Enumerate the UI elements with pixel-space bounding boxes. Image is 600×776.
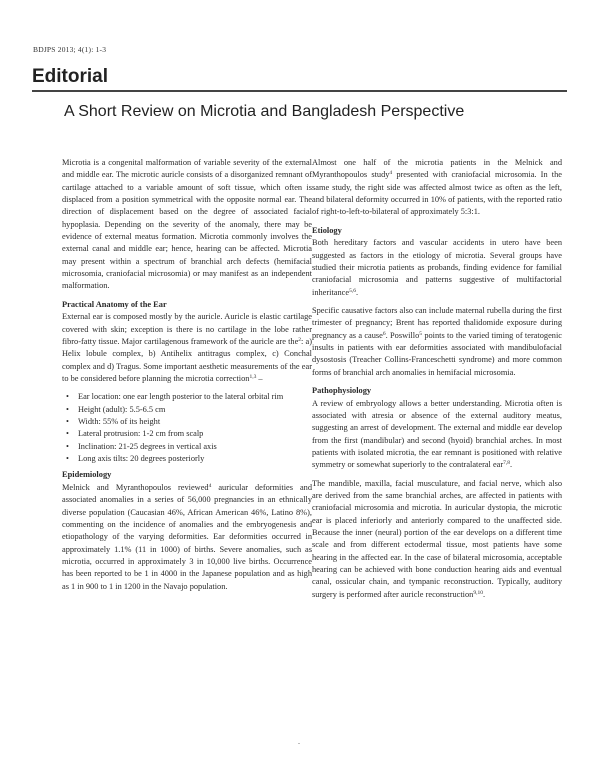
list-item: • Inclination: 21-25 degrees in vertical axis [78,441,312,453]
etiology-text-end: . [355,287,359,297]
journal-citation: BDJPS 2013; 4(1): 1-3 [33,45,107,54]
citation-ref: 5 [419,330,423,337]
epidemiology-paragraph [62,482,312,593]
anatomy-heading: Practical Anatomy of the Ear [62,299,167,309]
footer-mark: . [298,737,300,746]
pathophysiology-heading: Pathophysiology [312,386,372,395]
list-item: • Width: 55% of its height [78,416,312,428]
etiology-paragraph-2 [312,305,562,379]
study-paragraph [312,157,562,219]
epidemiology-heading: Epidemiology [62,470,112,480]
patho-text: A review of embryology allows a better understanding. Microtia often is associated with atresia or absence of the external auditory meatus, suggesting an arrest of development. The external and middle ear develop from the first (mandibular) and second (hyoid) branchial arches. In most patients with isolated microtia, the ear remnant is positioned with relative symmetry or somewhat superiorly to the contralateral ear [312,398,562,470]
study-text: Almost one half of the microtia patients in the Melnick and Myranthopoulos study [312,158,562,180]
anatomy-text: External ear is composed mostly by the auricle. Auricle is elastic cartilage covered with skin; exception is there is no cartilage in the lobe rather fibro-fatty tissue. Major cartilagenous framework of the auricle are the [62,312,312,346]
epi-text: Melnick and Myranthopoulos reviewed [62,482,209,492]
study-text-2: presented with craniofacial microsomia. In the same study, the right side was affected almost twice as often as the left, and bilateral deformity occurred in 10% of patients, with the reported ratio of right-to-left-to-bilateral of approximately 5:3:1. [312,170,562,217]
patho-text-2-end: . [482,589,486,599]
anatomy-paragraph [62,311,312,385]
anatomy-tail: – [256,374,263,383]
epi-text-2: auricular deformities and associated anomalies in a series of 56,000 pregnancies in an ethnically diverse population (Caucasian 46%, African American 46%, Latino 8%), commenting on the incidence of anomalies and the embryogenesis and etiopathology of the varying deformities. Ear deformities occurred in approximately 1.1% (11 in 1000) of births. Severe anomalies, such as microtia, occurred in approximately 3 in 10,000 live births. Occurrence has been reported to be 1 in 4000 in the Japanese population and as high as 1 in 900 to 1 in 1200 in the Navajo population. [62,482,312,591]
pathophysiology-paragraph-1 [312,398,562,472]
etiology-text: Both hereditary factors and vascular accidents in utero have been suggested as factors in the etiology of microtia. Several groups have studied their microtia patients as probands, finding evidence for familial craniofacial microsomia and patterns suggestive of multifactorial inheritance [312,238,562,297]
citation-ref: 4 [389,170,393,177]
citation-ref: 9,10 [473,589,483,596]
left-column [62,157,312,599]
etiology-heading: Etiology [312,225,342,235]
list-item: • Long axis tilts: 20 degrees posteriorly [78,453,312,465]
list-item: • Lateral protrusion: 1-2 cm from scalp [78,428,312,440]
patho-text-end: . [510,460,513,470]
etiology-text-4: points to the varied timing of teratogenic insults in patients with ear deformities associated with mandibulofacial dysostosis (Treacher Collins-Franceschetti syndrome) and more common forms of branchial arch anomalies in hemifacial microsomia. [312,330,562,377]
right-column [312,157,562,607]
list-item: • Ear location: one ear length posterior to the lateral orbital rim [78,391,312,403]
article-title: A Short Review on Microtia and Bangladesh Perspective [64,103,465,120]
list-item: • Height (adult): 5.5-6.5 cm [78,404,312,416]
citation-ref: 2 [298,336,302,343]
etiology-paragraph-1 [312,237,562,299]
etiology-text-2: Specific causative factors also can include maternal rubella during the first trimester of pregnancy; Brent has reported thalidomide exposure during pregnancy as a cause [312,305,562,340]
pathophysiology-paragraph-2 [312,478,562,601]
patho-text-2: The mandible, maxilla, facial musculature, and facial nerve, which also are derived from the same branchial arches, are affected in patients with craniofacial microsomia and microtia. In auricular dystopia, the microtic ear is placed inferiorly and anteriorly compared to the unaffected side. Because the inner (neural) portion of the ear develops on a different time scale and from different ectodermal tissue, most patients have some hearing in the affected ear. In the case of bilateral microsomia, acceptable hearing can be achieved with bone conduction hearing aids and eventual canal, ossicular chain, and tympanic reconstruction. Typically, auditory surgery is performed after auricle reconstruction [312,478,562,599]
citation-ref: 4 [208,482,212,489]
ear-measurements-list [62,391,312,465]
intro-paragraph: Microtia is a congenital malformation of variable severity of the external and middle ear. The microtic auricle consists of a disorganized remnant of cartilage attached to a variable amount of soft tissue, which often is displaced from a position symmetrical with the opposite normal ear. The direction of displacement based on the degree of associated facial hypoplasia. Depending on the severity of the anomaly, there may be evidence of external meatus formation. Microtia commonly involves the external canal and middle ear; hence, hearing can be affected. Microtia may present within a spectrum of branchial arch defects (hemifacial microsomia, craniofacial microsomia) or may manifest as an independent malformation. [62,158,312,291]
citation-ref: 7,8 [503,460,511,467]
title-rule [32,90,567,92]
citation-ref: 6 [382,330,386,337]
anatomy-text-2: : a) Helix lobule complex, b) Antihelix antitragus complex, c) Conchal complex and d) Tragus. Some important aesthetic measurements of the ear to be considered before planning the microtia correction [62,336,312,383]
section-label: Editorial [32,66,109,87]
citation-ref: 5,6 [349,287,356,294]
etiology-text-3: . Poswillo [385,330,420,340]
citation-ref: 1,3 [249,374,257,380]
